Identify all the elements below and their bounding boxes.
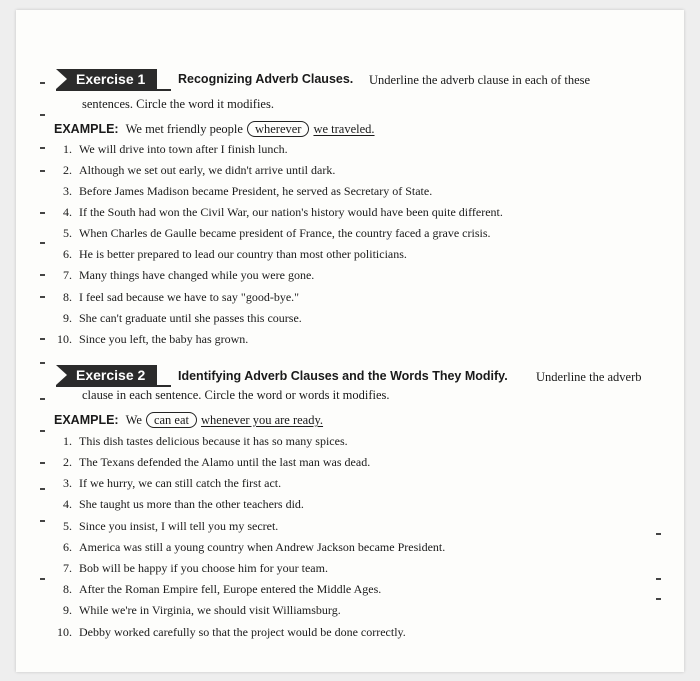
item-sentence: I feel sad because we have to say "good-bye." <box>79 290 300 304</box>
item-number: 1. <box>63 142 72 156</box>
margin-tick <box>656 598 661 600</box>
item-number: 7. <box>63 561 72 575</box>
item-sentence: Many things have changed while you were gone. <box>79 268 315 282</box>
item-number: 3. <box>63 184 72 198</box>
exercise1-item <box>50 163 335 178</box>
item-number: 1. <box>63 434 72 448</box>
item-sentence: Since you left, the baby has grown. <box>79 332 249 346</box>
exercise1-item <box>50 247 407 262</box>
exercise1-item <box>50 142 288 157</box>
item-number: 10. <box>57 332 72 346</box>
example-circled-word: wherever <box>247 121 310 137</box>
exercise2-item <box>50 561 328 576</box>
margin-tick <box>40 147 45 149</box>
item-number: 4. <box>63 497 72 511</box>
example-label: EXAMPLE: <box>54 413 119 427</box>
exercise2-item <box>50 434 348 449</box>
margin-tick <box>40 170 45 172</box>
exercise1-header <box>56 69 646 91</box>
exercise1-instructions-line2: sentences. Circle the word it modifies. <box>82 97 274 111</box>
example-underlined-clause: we traveled. <box>313 122 375 136</box>
item-number: 3. <box>63 476 72 490</box>
margin-tick <box>40 462 45 464</box>
exercise2-tag: Exercise 2 <box>56 365 157 385</box>
exercise1-item <box>50 311 302 326</box>
example-text: We met friendly people <box>125 122 243 136</box>
margin-tick <box>40 242 45 244</box>
margin-tick <box>40 398 45 400</box>
item-sentence: America was still a young country when Andrew Jackson became President. <box>79 540 446 554</box>
margin-tick <box>40 578 45 580</box>
item-number: 10. <box>57 625 72 639</box>
margin-tick <box>40 362 45 364</box>
margin-tick <box>40 114 45 116</box>
item-number: 6. <box>63 540 72 554</box>
exercise2-header <box>56 365 656 387</box>
item-sentence: If the South had won the Civil War, our nation's history would have been quite different. <box>79 205 503 219</box>
example-circled-word: can eat <box>146 412 197 428</box>
item-number: 8. <box>63 290 72 304</box>
item-sentence: Before James Madison became President, he served as Secretary of State. <box>79 184 433 198</box>
item-number: 7. <box>63 268 72 282</box>
margin-tick <box>40 520 45 522</box>
item-number: 8. <box>63 582 72 596</box>
exercise1-item <box>50 268 314 283</box>
margin-tick <box>40 488 45 490</box>
exercise1-item <box>50 290 299 305</box>
margin-tick <box>40 296 45 298</box>
item-sentence: When Charles de Gaulle became president of France, the country faced a grave crisis. <box>79 226 491 240</box>
margin-tick <box>656 533 661 535</box>
item-sentence: After the Roman Empire fell, Europe entered the Middle Ages. <box>79 582 382 596</box>
exercise2-item <box>50 476 281 491</box>
margin-tick <box>40 430 45 432</box>
item-sentence: Since you insist, I will tell you my secret. <box>79 519 279 533</box>
exercise2-item <box>50 497 304 512</box>
item-sentence: She can't graduate until she passes this course. <box>79 311 302 325</box>
exercise2-item <box>50 519 278 534</box>
exercise1-tag: Exercise 1 <box>56 69 157 89</box>
margin-tick <box>40 274 45 276</box>
exercise1-item <box>50 184 432 199</box>
item-sentence: Bob will be happy if you choose him for your team. <box>79 561 328 575</box>
item-sentence: Although we set out early, we didn't arrive until dark. <box>79 163 336 177</box>
worksheet-page <box>16 10 684 672</box>
exercise2-item <box>50 540 445 555</box>
exercise1-example <box>54 120 375 138</box>
exercise1-instructions-line1: Underline the adverb clause in each of these <box>369 73 591 87</box>
exercise1-title: Recognizing Adverb Clauses. <box>178 72 354 86</box>
item-sentence: The Texans defended the Alamo until the last man was dead. <box>79 455 371 469</box>
exercise2-title: Identifying Adverb Clauses and the Words They Modify. <box>178 369 508 383</box>
exercise2-item <box>50 455 370 470</box>
example-text: We <box>125 413 142 427</box>
exercise2-rule <box>56 385 171 387</box>
item-number: 5. <box>63 226 72 240</box>
item-sentence: He is better prepared to lead our country than most other politicians. <box>79 247 407 261</box>
margin-tick <box>40 82 45 84</box>
item-sentence: This dish tastes delicious because it has so many spices. <box>79 434 348 448</box>
item-number: 9. <box>63 311 72 325</box>
exercise2-item <box>50 582 381 597</box>
item-number: 6. <box>63 247 72 261</box>
item-number: 9. <box>63 603 72 617</box>
item-number: 4. <box>63 205 72 219</box>
item-sentence: If we hurry, we can still catch the first act. <box>79 476 282 490</box>
exercise1-item <box>50 332 248 347</box>
margin-tick <box>40 212 45 214</box>
exercise2-instructions-line2: clause in each sentence. Circle the word or words it modifies. <box>82 388 390 402</box>
exercise1-item <box>50 205 503 220</box>
item-number: 5. <box>63 519 72 533</box>
exercise2-item <box>50 625 406 640</box>
item-sentence: Debby worked carefully so that the project would be done correctly. <box>79 625 406 639</box>
item-sentence: She taught us more than the other teachers did. <box>79 497 304 511</box>
example-label: EXAMPLE: <box>54 122 119 136</box>
item-number: 2. <box>63 163 72 177</box>
example-underlined-clause: whenever you are ready. <box>201 413 324 427</box>
exercise2-item <box>50 603 341 618</box>
exercise1-rule <box>56 89 171 91</box>
exercise1-item <box>50 226 491 241</box>
exercise2-example <box>54 411 323 429</box>
item-sentence: While we're in Virginia, we should visit Williamsburg. <box>79 603 341 617</box>
exercise2-instructions-line1: Underline the adverb <box>536 370 642 384</box>
item-sentence: We will drive into town after I finish lunch. <box>79 142 288 156</box>
margin-tick <box>40 338 45 340</box>
item-number: 2. <box>63 455 72 469</box>
margin-tick <box>656 578 661 580</box>
